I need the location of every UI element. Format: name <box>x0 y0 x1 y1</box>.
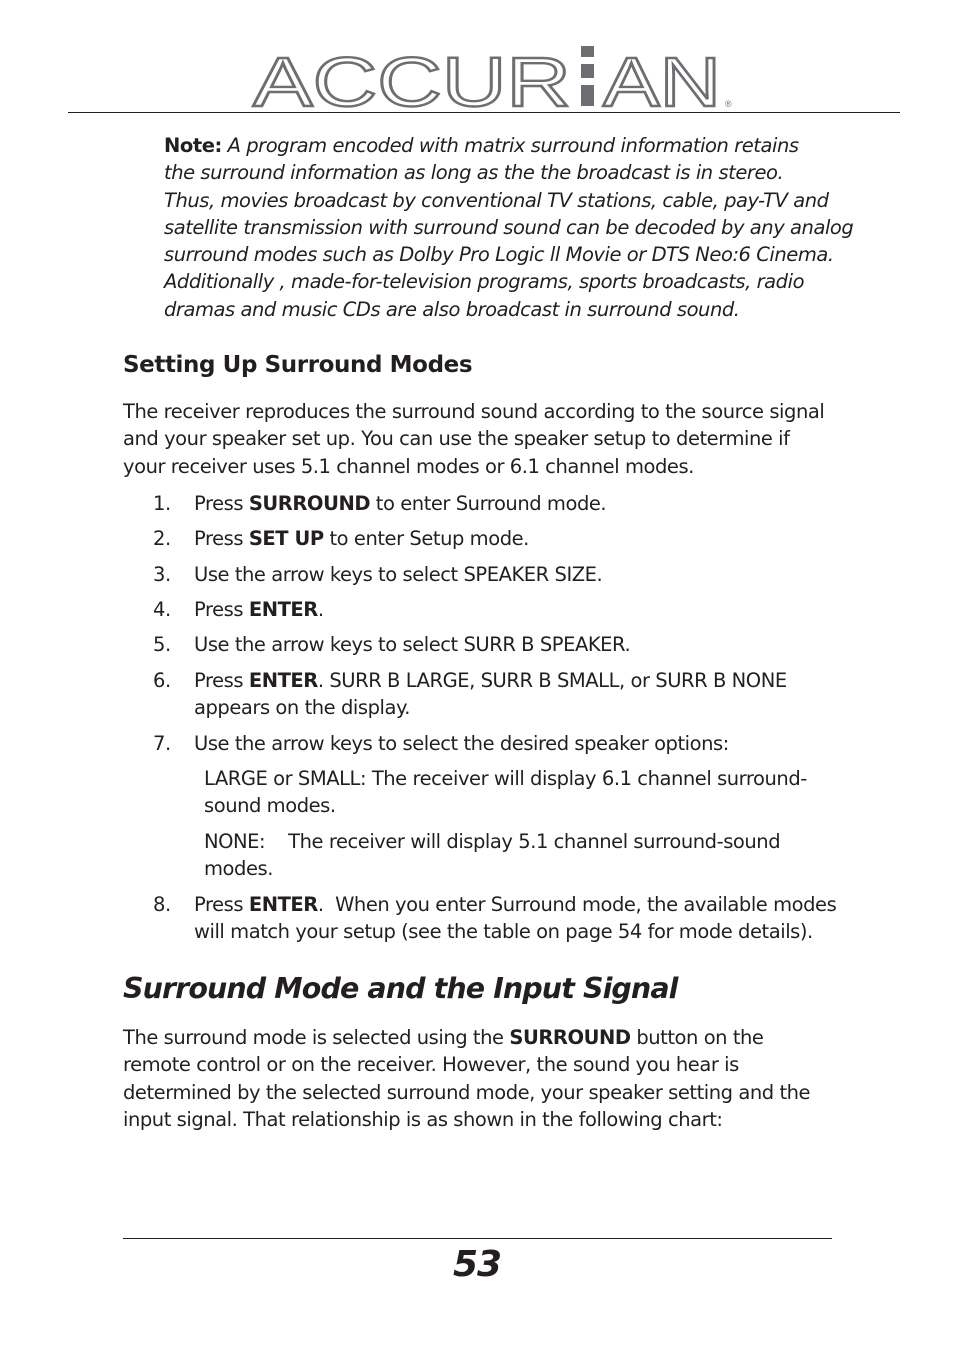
step-text-pre: Use the arrow keys to select SPEAKER SIZE. <box>194 563 603 586</box>
step-number: 1. <box>153 492 171 515</box>
note-line: the surround information as long as the the broadcast is in stereo. <box>164 161 784 185</box>
para-text: The surround mode is selected using the <box>123 1026 510 1049</box>
option-line: modes. <box>204 857 273 881</box>
step-text-pre: Use the arrow keys to select SURR B SPEAKER. <box>194 633 631 656</box>
note-line: satellite transmission with surround sound can be decoded by any analog <box>164 215 854 239</box>
logo-text-part1: ACCUR <box>253 43 571 110</box>
note-line: Additionally , made-for-television programs, sports broadcasts, radio <box>164 270 805 294</box>
option-line: sound modes. <box>204 794 336 818</box>
step-number: 4. <box>153 598 171 621</box>
step-text-post: . When you enter Surround mode, the available modes <box>317 893 837 916</box>
option-line: LARGE or SMALL: The receiver will display 6.1 channel surround- <box>204 767 807 790</box>
section-heading-setup: Setting Up Surround Modes <box>123 352 473 378</box>
step-number: 7. <box>153 732 171 755</box>
step-number: 3. <box>153 563 171 586</box>
page-number: 53 <box>452 1244 502 1285</box>
para-line: input signal. That relationship is as shown in the following chart: <box>123 1107 723 1131</box>
step-text-continued: appears on the display. <box>194 696 411 720</box>
para-text: button on the <box>630 1026 764 1049</box>
step-text <box>194 730 854 757</box>
note-line: surround modes such as Dolby Pro Logic ll Movie or DTS Neo:6 Cinema. <box>164 243 834 267</box>
step-text-continued: will match your setup (see the table on page 54 for mode details). <box>194 920 813 944</box>
note-line: Thus, movies broadcast by conventional TV stations, cable, pay-TV and <box>164 188 829 212</box>
option-line: NONE: The receiver will display 5.1 channel surround-sound <box>204 830 781 853</box>
note-block <box>164 132 854 323</box>
registered-mark: ® <box>725 99 732 109</box>
step-text-pre: Press <box>194 893 249 916</box>
step-text-pre: Press <box>194 527 249 550</box>
logo-i-bottom <box>581 85 594 106</box>
step-text-post: . <box>317 598 324 621</box>
para-line <box>123 1024 843 1051</box>
intro-line: The receiver reproduces the surround sound according to the source signal <box>123 400 825 423</box>
intro-line: your receiver uses 5.1 channel modes or 6.1 channel modes. <box>123 454 694 478</box>
step-text-pre: Press <box>194 492 249 515</box>
footer-divider <box>123 1238 832 1239</box>
step-text <box>194 525 854 552</box>
note-text: A program encoded with matrix surround information retains <box>227 134 799 157</box>
para-line: remote control or on the receiver. However, the sound you hear is <box>123 1053 739 1077</box>
note-label: Note: <box>164 134 222 157</box>
logo-i-mid <box>581 64 594 78</box>
speaker-option <box>204 828 844 883</box>
para-line: determined by the selected surround mode, your speaker setting and the <box>123 1080 811 1104</box>
setup-intro-paragraph <box>123 398 843 480</box>
step-text <box>194 596 854 623</box>
step-text <box>194 490 854 517</box>
step-number: 8. <box>153 893 171 916</box>
step-text-post: to enter Surround mode. <box>370 492 607 515</box>
step-text <box>194 631 854 658</box>
step-text-post: to enter Setup mode. <box>323 527 529 550</box>
intro-line: and your speaker set up. You can use the speaker setup to determine if <box>123 427 790 451</box>
logo-i-dot-top <box>581 46 594 57</box>
step-number: 5. <box>153 633 171 656</box>
step-text <box>194 667 854 722</box>
step-key: ENTER <box>248 669 318 692</box>
step-text-pre: Press <box>194 669 249 692</box>
step-number: 6. <box>153 669 171 692</box>
step-key: ENTER <box>248 893 318 916</box>
accurian-logo <box>0 40 954 110</box>
step-text-post: . SURR B LARGE, SURR B SMALL, or SURR B NONE <box>317 669 787 692</box>
note-line: dramas and music CDs are also broadcast in surround sound. <box>164 297 740 321</box>
step-key: SURROUND <box>248 492 371 515</box>
input-signal-paragraph <box>123 1024 843 1133</box>
step-text-pre: Press <box>194 598 249 621</box>
speaker-option <box>204 765 844 820</box>
step-text <box>194 891 854 946</box>
step-key: SET UP <box>248 527 324 550</box>
note-line <box>164 132 844 159</box>
logo-text-part2: AN <box>603 43 721 110</box>
step-key: ENTER <box>248 598 318 621</box>
para-key: SURROUND <box>509 1026 631 1049</box>
step-number: 2. <box>153 527 171 550</box>
step-text-pre: Use the arrow keys to select the desired speaker options: <box>194 732 729 755</box>
section-heading-input-signal: Surround Mode and the Input Signal <box>123 972 678 1005</box>
step-text <box>194 561 854 588</box>
header-divider <box>68 112 900 113</box>
